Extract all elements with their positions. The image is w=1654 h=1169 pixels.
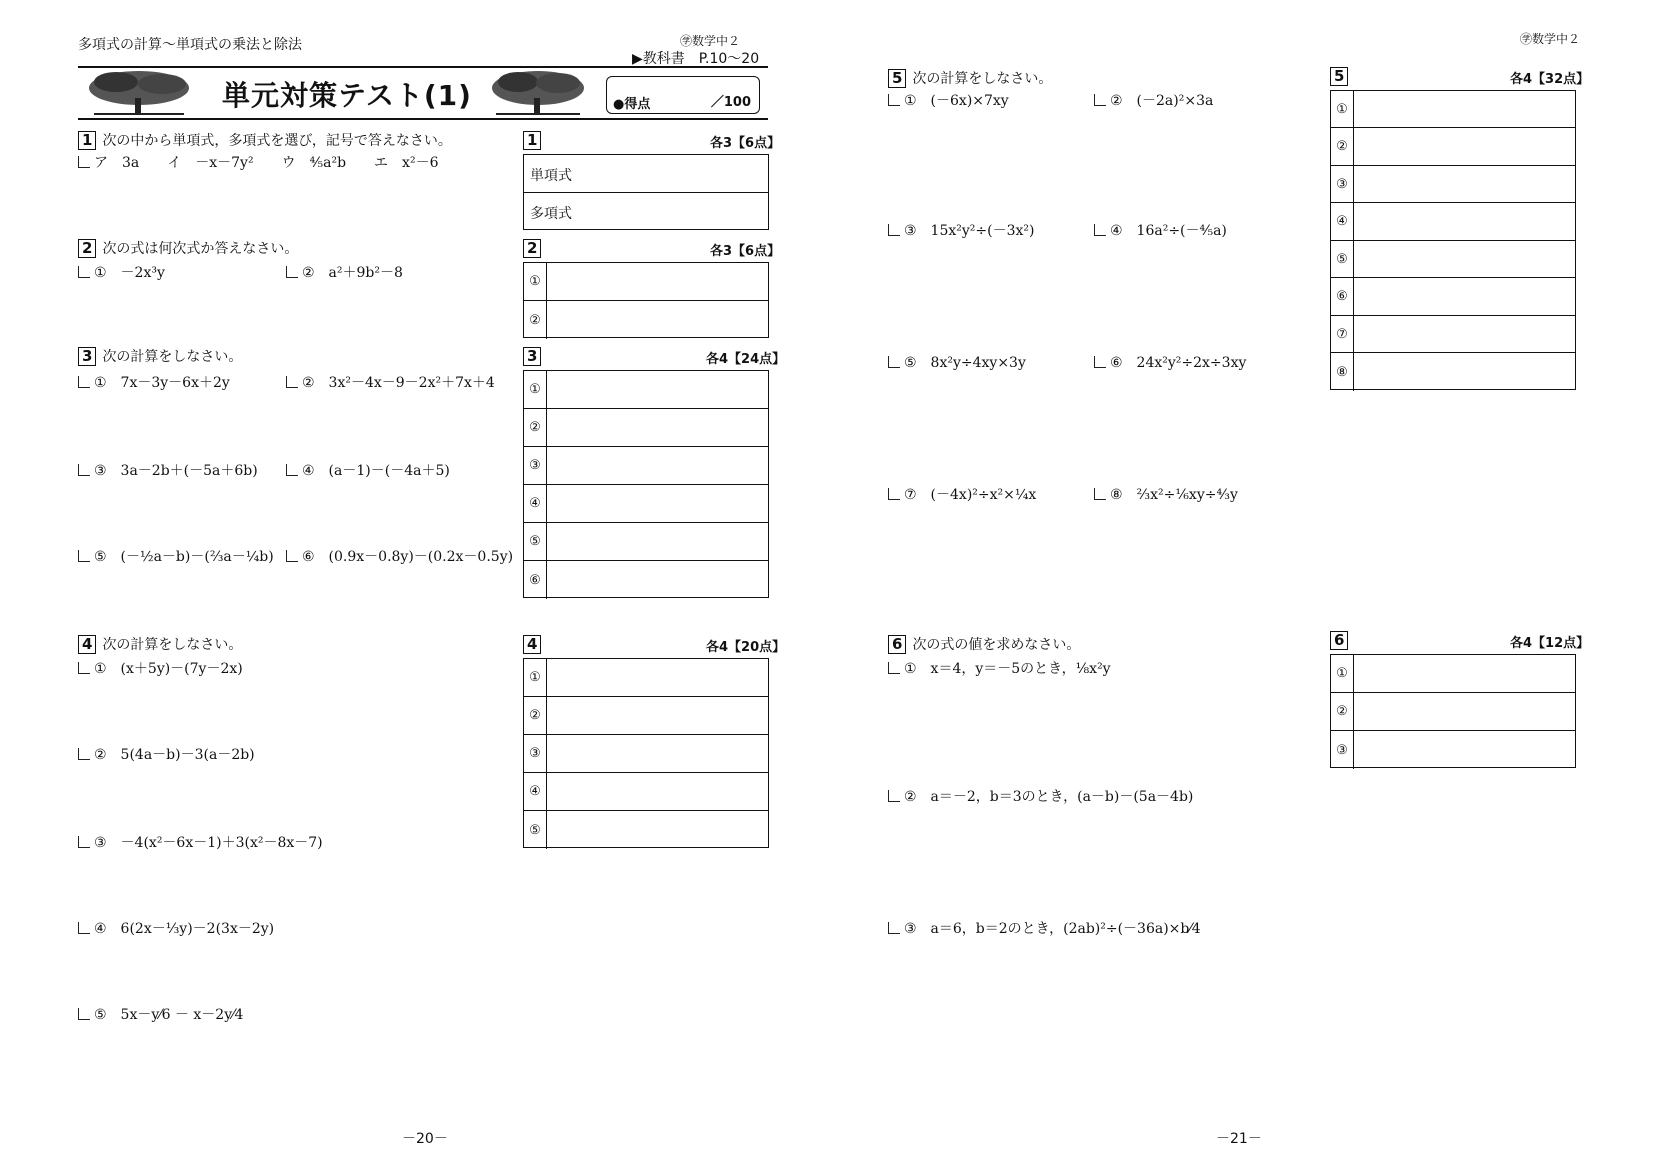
answer-number: 1 bbox=[523, 131, 541, 150]
row-number: ② bbox=[524, 409, 547, 446]
item-text: ① －2x³y bbox=[94, 265, 165, 281]
row-number: ⑤ bbox=[524, 523, 547, 560]
question-4-item-3 bbox=[78, 832, 323, 852]
answer-1-header bbox=[523, 130, 547, 150]
instruction-text: 次の計算をしなさい。 bbox=[102, 349, 243, 365]
answer-number: 2 bbox=[523, 239, 541, 258]
row-number: ② bbox=[524, 301, 547, 339]
question-5-instruction bbox=[888, 68, 1052, 88]
answer-1-points: 各3【6点】 bbox=[710, 136, 781, 151]
item-text: ③ 3a－2b＋(－5a＋6b) bbox=[94, 463, 258, 479]
row-number: ④ bbox=[524, 485, 547, 522]
answer-row[interactable] bbox=[1331, 166, 1575, 203]
tree-illustration-right bbox=[488, 68, 588, 116]
question-1-options bbox=[78, 152, 438, 172]
answer-2-header bbox=[523, 238, 547, 258]
answer-row[interactable] bbox=[524, 735, 768, 773]
answer-row[interactable] bbox=[1331, 655, 1575, 693]
checkbox[interactable] bbox=[78, 836, 90, 848]
answer-row[interactable] bbox=[524, 447, 768, 485]
question-3-item-6 bbox=[286, 546, 513, 566]
checkbox[interactable] bbox=[78, 376, 90, 388]
answer-3-header bbox=[523, 346, 547, 366]
answer-row[interactable] bbox=[524, 561, 768, 599]
item-text: ⑤ 5x－y⁄6 － x－2y⁄4 bbox=[94, 1007, 244, 1023]
item-text: ② a²＋9b²－8 bbox=[302, 265, 403, 281]
answer-row[interactable] bbox=[524, 155, 768, 193]
score-box bbox=[606, 76, 760, 114]
answer-row[interactable] bbox=[524, 697, 768, 735]
answer-number: 5 bbox=[1330, 67, 1348, 86]
question-4-item-2 bbox=[78, 744, 255, 764]
checkbox[interactable] bbox=[78, 550, 90, 562]
checkbox[interactable] bbox=[78, 748, 90, 760]
answer-row[interactable] bbox=[524, 811, 768, 849]
answer-box-4 bbox=[523, 658, 769, 848]
answer-box-3 bbox=[523, 370, 769, 598]
answer-4-points: 各4【20点】 bbox=[706, 640, 786, 655]
instruction-text: 次の中から単項式，多項式を選び，記号で答えなさい。 bbox=[102, 133, 452, 149]
row-number: ④ bbox=[1331, 203, 1354, 240]
page-title: 単元対策テスト(1) bbox=[222, 79, 472, 112]
row-number: ③ bbox=[524, 735, 547, 772]
row-number: ④ bbox=[524, 773, 547, 810]
row-number: ⑤ bbox=[1331, 241, 1354, 277]
row-number: ③ bbox=[1331, 731, 1354, 769]
answer-6-points: 各4【12点】 bbox=[1510, 636, 1590, 651]
question-number: 2 bbox=[78, 239, 96, 258]
answer-number: 3 bbox=[523, 347, 541, 366]
answer-box-1 bbox=[523, 154, 769, 230]
series-label-left: ㊫数学中２ bbox=[680, 34, 741, 48]
score-max: ／100 bbox=[710, 95, 751, 110]
item-text: ③ －4(x²－6x－1)＋3(x²－8x－7) bbox=[94, 835, 323, 851]
checkbox[interactable] bbox=[78, 266, 90, 278]
row-label: 単項式 bbox=[530, 168, 572, 184]
question-3-item-1 bbox=[78, 372, 230, 392]
answer-row[interactable] bbox=[524, 773, 768, 811]
question-number: 4 bbox=[78, 635, 96, 654]
checkbox[interactable] bbox=[78, 156, 90, 168]
row-label: 多項式 bbox=[530, 206, 572, 222]
question-5-item-8 bbox=[1094, 484, 1238, 504]
answer-row[interactable] bbox=[1331, 731, 1575, 769]
item-text: ④ 16a²÷(－⁴⁄₅a) bbox=[1110, 223, 1227, 239]
answer-row[interactable] bbox=[1331, 316, 1575, 353]
question-number: 3 bbox=[78, 347, 96, 366]
answer-row[interactable] bbox=[1331, 241, 1575, 278]
item-text: ⑦ (－4x)²÷x²×¼x bbox=[904, 487, 1037, 503]
answer-box-6 bbox=[1330, 654, 1576, 768]
checkbox[interactable] bbox=[888, 790, 900, 802]
instruction-text: 次の計算をしなさい。 bbox=[102, 637, 243, 653]
answer-6-header bbox=[1330, 630, 1354, 650]
question-1-instruction bbox=[78, 130, 452, 150]
textbook-reference: ▶教科書 P.10～20 bbox=[632, 51, 760, 67]
score-label: ●得点 bbox=[613, 97, 651, 112]
answer-box-2 bbox=[523, 262, 769, 338]
question-5-item-5 bbox=[888, 352, 1026, 372]
item-text: ⑥ 24x²y²÷2x÷3xy bbox=[1110, 355, 1247, 371]
question-3-instruction bbox=[78, 346, 242, 366]
question-4-instruction bbox=[78, 634, 242, 654]
answer-5-header bbox=[1330, 66, 1354, 86]
answer-row[interactable] bbox=[524, 301, 768, 339]
question-6-item-3 bbox=[888, 918, 1201, 938]
answer-row[interactable] bbox=[524, 485, 768, 523]
question-5-item-1 bbox=[888, 90, 1009, 110]
instruction-text: 次の式は何次式か答えなさい。 bbox=[102, 241, 299, 257]
question-6-item-2 bbox=[888, 786, 1193, 806]
answer-5-points: 各4【32点】 bbox=[1510, 72, 1590, 87]
row-number: ① bbox=[524, 263, 547, 300]
checkbox[interactable] bbox=[888, 224, 900, 236]
question-3-item-2 bbox=[286, 372, 495, 392]
instruction-text: 次の式の値を求めなさい。 bbox=[912, 637, 1081, 653]
question-4-item-1 bbox=[78, 658, 243, 678]
row-number: ⑧ bbox=[1331, 353, 1354, 391]
item-text: ④ 6(2x－⅓y)－2(3x－2y) bbox=[94, 921, 275, 937]
row-number: ⑤ bbox=[524, 811, 547, 849]
answer-row[interactable] bbox=[524, 523, 768, 561]
question-4-item-4 bbox=[78, 918, 274, 938]
item-text: ⑤ 8x²y÷4xy×3y bbox=[904, 355, 1026, 371]
question-2-instruction bbox=[78, 238, 298, 258]
answer-row[interactable] bbox=[1331, 91, 1575, 128]
item-text: ⑧ ⅔x²÷⅙xy÷⁴⁄₃y bbox=[1110, 487, 1238, 503]
item-text: ② (－2a)²×3a bbox=[1110, 93, 1214, 109]
row-number: ③ bbox=[524, 447, 547, 484]
options-text: ア 3a イ －x－7y² ウ ⁴⁄₅a²b エ x²－6 bbox=[94, 155, 439, 171]
answer-row[interactable] bbox=[1331, 128, 1575, 166]
row-number: ③ bbox=[1331, 166, 1354, 202]
tree-illustration-left bbox=[84, 68, 194, 116]
answer-number: 4 bbox=[523, 635, 541, 654]
question-3-item-5 bbox=[78, 546, 274, 566]
checkbox[interactable] bbox=[888, 488, 900, 500]
series-label-right: ㊫数学中２ bbox=[1520, 32, 1581, 46]
checkbox[interactable] bbox=[888, 94, 900, 106]
question-5-item-3 bbox=[888, 220, 1034, 240]
answer-row[interactable] bbox=[524, 371, 768, 409]
item-text: ④ (a－1)－(－4a＋5) bbox=[302, 463, 450, 479]
checkbox[interactable] bbox=[78, 464, 90, 476]
question-6-item-1 bbox=[888, 658, 1111, 678]
item-text: ① (x＋5y)－(7y－2x) bbox=[94, 661, 243, 677]
answer-row[interactable] bbox=[524, 409, 768, 447]
item-text: ② 3x²－4x－9－2x²＋7x＋4 bbox=[302, 375, 495, 391]
question-3-item-3 bbox=[78, 460, 258, 480]
checkbox[interactable] bbox=[286, 464, 298, 476]
item-text: ① x＝4，y＝－5のとき，⅛x²y bbox=[904, 661, 1111, 677]
row-number: ② bbox=[524, 697, 547, 734]
checkbox[interactable] bbox=[1094, 224, 1106, 236]
question-6-instruction bbox=[888, 634, 1080, 654]
question-number: 5 bbox=[888, 69, 906, 88]
answer-2-points: 各3【6点】 bbox=[710, 244, 781, 259]
checkbox[interactable] bbox=[1094, 488, 1106, 500]
answer-4-header bbox=[523, 634, 547, 654]
answer-3-points: 各4【24点】 bbox=[706, 352, 786, 367]
question-5-item-4 bbox=[1094, 220, 1227, 240]
answer-row[interactable] bbox=[1331, 203, 1575, 241]
checkbox[interactable] bbox=[78, 1008, 90, 1020]
answer-row[interactable] bbox=[524, 659, 768, 697]
question-3-item-4 bbox=[286, 460, 450, 480]
checkbox[interactable] bbox=[888, 662, 900, 674]
answer-row[interactable] bbox=[1331, 693, 1575, 731]
item-text: ② 5(4a－b)－3(a－2b) bbox=[94, 747, 255, 763]
answer-box-5 bbox=[1330, 90, 1576, 390]
answer-row[interactable] bbox=[1331, 278, 1575, 316]
question-number: 6 bbox=[888, 635, 906, 654]
header-title: 多項式の計算～単項式の乗法と除法 bbox=[78, 37, 302, 53]
row-number: ② bbox=[1331, 128, 1354, 165]
checkbox[interactable] bbox=[78, 922, 90, 934]
item-text: ① 7x－3y－6x＋2y bbox=[94, 375, 230, 391]
item-text: ② a＝－2，b＝3のとき，(a－b)－(5a－4b) bbox=[904, 789, 1194, 805]
item-text: ① (－6x)×7xy bbox=[904, 93, 1009, 109]
row-number: ⑥ bbox=[524, 561, 547, 599]
question-5-item-6 bbox=[1094, 352, 1246, 372]
page-number-right: －21－ bbox=[1216, 1131, 1262, 1147]
checkbox[interactable] bbox=[286, 376, 298, 388]
checkbox[interactable] bbox=[286, 266, 298, 278]
page-number-left: －20－ bbox=[402, 1131, 448, 1147]
item-text: ⑤ (－½a－b)－(⅔a－¼b) bbox=[94, 549, 274, 565]
item-text: ③ a＝6，b＝2のとき，(2ab)²÷(－36a)×b⁄4 bbox=[904, 921, 1201, 937]
checkbox[interactable] bbox=[1094, 94, 1106, 106]
answer-row[interactable] bbox=[524, 193, 768, 231]
checkbox[interactable] bbox=[1094, 356, 1106, 368]
checkbox[interactable] bbox=[78, 662, 90, 674]
row-number: ① bbox=[1331, 655, 1354, 692]
question-2-item-1 bbox=[78, 262, 165, 282]
question-number: 1 bbox=[78, 131, 96, 150]
item-text: ③ 15x²y²÷(－3x²) bbox=[904, 223, 1035, 239]
answer-row[interactable] bbox=[1331, 353, 1575, 391]
question-5-item-2 bbox=[1094, 90, 1213, 110]
row-number: ⑦ bbox=[1331, 316, 1354, 352]
item-text: ⑥ (0.9x－0.8y)－(0.2x－0.5y) bbox=[302, 549, 514, 565]
checkbox[interactable] bbox=[888, 356, 900, 368]
row-number: ① bbox=[524, 371, 547, 408]
row-number: ① bbox=[524, 659, 547, 696]
row-number: ⑥ bbox=[1331, 278, 1354, 315]
row-number: ② bbox=[1331, 693, 1354, 730]
question-2-item-2 bbox=[286, 262, 403, 282]
instruction-text: 次の計算をしなさい。 bbox=[912, 71, 1053, 87]
question-5-item-7 bbox=[888, 484, 1036, 504]
row-number: ① bbox=[1331, 91, 1354, 127]
checkbox[interactable] bbox=[286, 550, 298, 562]
answer-number: 6 bbox=[1330, 631, 1348, 650]
checkbox[interactable] bbox=[888, 922, 900, 934]
answer-row[interactable] bbox=[524, 263, 768, 301]
question-4-item-5 bbox=[78, 1004, 243, 1024]
